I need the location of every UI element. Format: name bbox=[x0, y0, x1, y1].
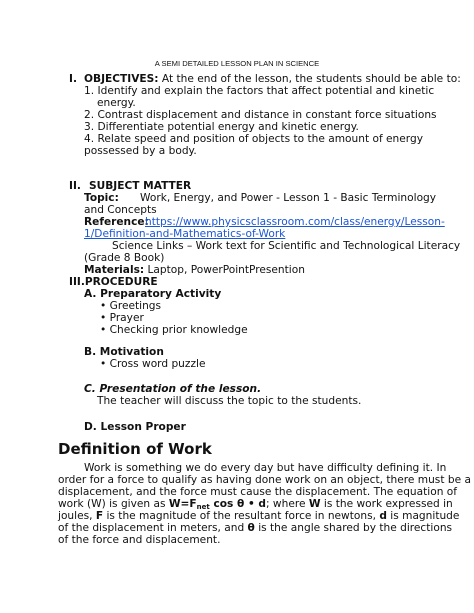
objective-item: 2. Contrast displacement and distance in constant force situations bbox=[84, 109, 437, 121]
objectives-label: OBJECTIVES: bbox=[84, 73, 159, 85]
definition-paragraph-line: Work is something we do every day but have difficulty defining it. In bbox=[84, 462, 447, 474]
definition-paragraph-line: displacement, and the force must cause the displacement. The equation of bbox=[58, 486, 458, 498]
science-links-reference: Science Links – Work text for Scientific and Technological Literacy bbox=[112, 240, 461, 252]
objective-item-continuation: possessed by a body. bbox=[84, 145, 197, 157]
reference-link-continuation[interactable]: 1/Definition-and-Mathematics-of-Work bbox=[84, 228, 286, 240]
lesson-proper-heading: D. Lesson Proper bbox=[84, 421, 186, 433]
motivation-heading: B. Motivation bbox=[84, 346, 164, 358]
definition-paragraph-line: work (W) is given as $W=F_{net}$ cos θ • d; where W is the work expressed in bbox=[58, 498, 453, 511]
definition-paragraph-line: order for a force to qualify as having done work on an object, there must be a bbox=[58, 474, 471, 486]
subject-matter-numeral: II. bbox=[69, 180, 81, 192]
reference-label: Reference: bbox=[84, 216, 149, 228]
science-links-reference-continuation: (Grade 8 Book) bbox=[84, 252, 165, 264]
document-title: A SEMI DETAILED LESSON PLAN IN SCIENCE bbox=[154, 59, 320, 68]
presentation-heading: C. Presentation of the lesson. bbox=[84, 383, 262, 395]
definition-paragraph-line: of the force and displacement. bbox=[58, 534, 221, 546]
objectives-intro: At the end of the lesson, the students should be able to: bbox=[161, 73, 461, 85]
objective-item: 4. Relate speed and position of objects to the amount of energy bbox=[84, 133, 423, 145]
topic-label: Topic: bbox=[84, 192, 119, 204]
objective-item: 3. Differentiate potential energy and kinetic energy. bbox=[84, 121, 359, 133]
subject-matter-label: SUBJECT MATTER bbox=[89, 180, 192, 192]
objective-item-continuation: energy. bbox=[97, 97, 136, 109]
topic-value: Work, Energy, and Power - Lesson 1 - Basic Terminology bbox=[140, 192, 437, 204]
bullet-item: • Cross word puzzle bbox=[100, 358, 206, 370]
definition-paragraph-line: joules, F is the magnitude of the resultant force in newtons, d is magnitude bbox=[58, 510, 460, 522]
procedure-heading: III.PROCEDURE bbox=[69, 276, 158, 288]
reference-link[interactable]: https://www.physicsclassroom.com/class/energy/Lesson- bbox=[145, 216, 445, 228]
preparatory-activity-heading: A. Preparatory Activity bbox=[84, 288, 222, 300]
definition-paragraph-line: of the displacement in meters, and θ is the angle shared by the directions bbox=[58, 522, 453, 534]
objectives-numeral: I. bbox=[69, 73, 77, 85]
bullet-item: • Greetings bbox=[100, 300, 162, 312]
presentation-text: The teacher will discuss the topic to the students. bbox=[97, 395, 362, 407]
definition-heading: Definition of Work bbox=[58, 440, 212, 458]
objective-item: 1. Identify and explain the factors that affect potential and kinetic bbox=[84, 85, 435, 97]
topic-value-continuation: and Concepts bbox=[84, 204, 157, 216]
bullet-item: • Checking prior knowledge bbox=[100, 324, 248, 336]
work-equation: $W=F_{net}$ cos θ • d bbox=[168, 498, 266, 511]
bullet-item: • Prayer bbox=[100, 312, 144, 324]
materials-label: Materials: bbox=[84, 264, 145, 276]
materials-value: Laptop, PowerPointPresention bbox=[147, 264, 305, 276]
